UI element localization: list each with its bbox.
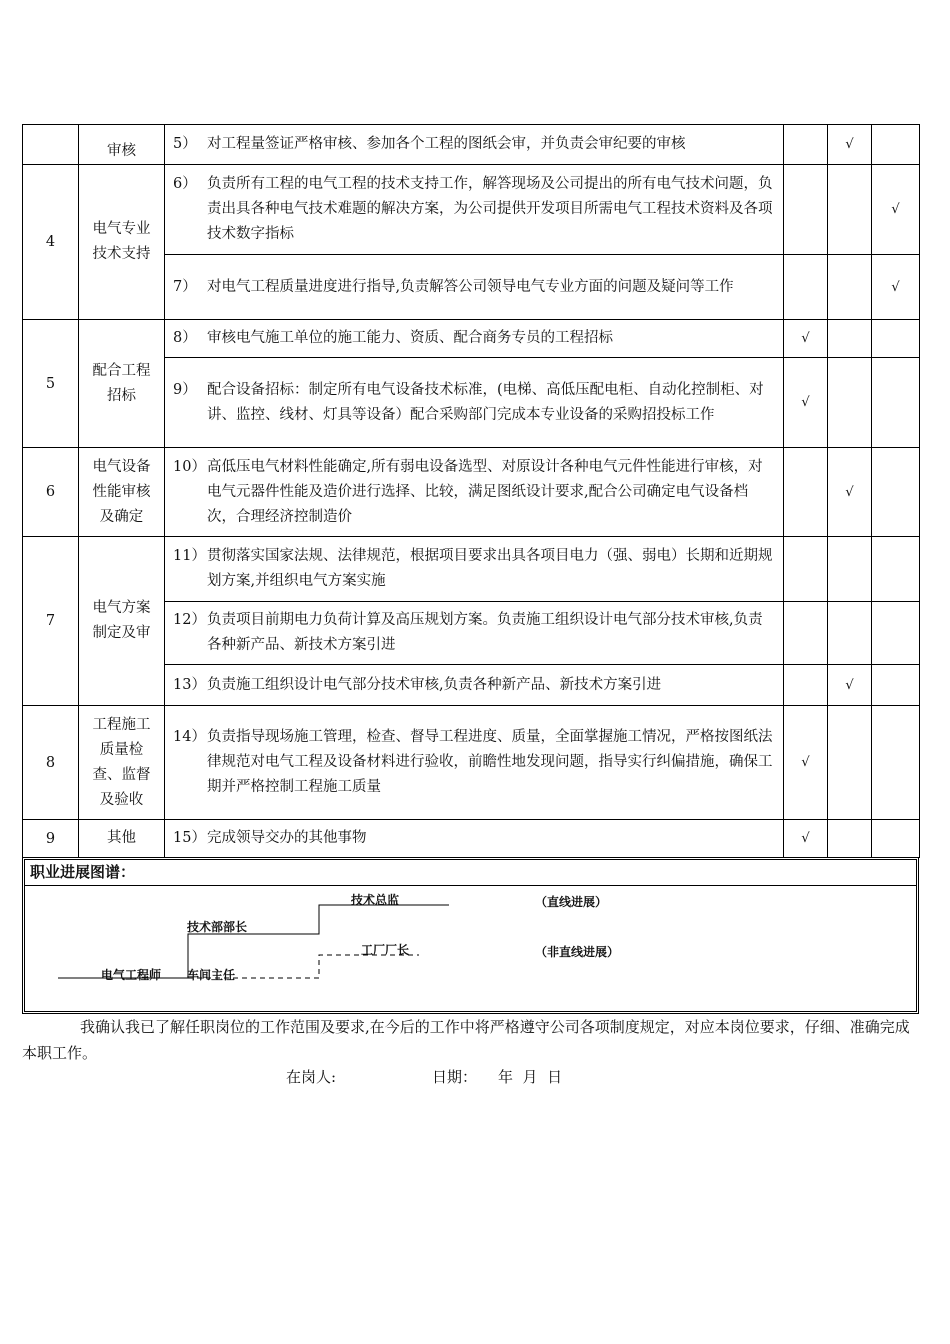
category-text: 工程施工质量检查、监督及验收 [92, 716, 151, 808]
task-number: 14） [173, 729, 206, 745]
task-number: 10） [173, 458, 206, 475]
category-cell [79, 448, 165, 537]
node-plant-manager: 工厂厂长 [361, 943, 410, 957]
table-row [23, 820, 920, 858]
task-number: 15） [173, 830, 206, 846]
item-number: 6 [23, 448, 79, 537]
legend-nonlinear: （非直线进展） [535, 945, 620, 959]
task-cell [165, 320, 784, 358]
check-cell [828, 602, 872, 665]
task-text: 负责项目前期电力负荷计算及高压规划方案。负责施工组织设计电气部分技术审核,负责各种新产品、新技术方案引进 [207, 612, 763, 653]
check-cell [828, 706, 872, 820]
table-row [23, 165, 920, 255]
check-cell [828, 320, 872, 358]
check-cell [784, 125, 828, 165]
task-number: 9） [173, 381, 197, 398]
item-number: 5 [23, 320, 79, 448]
item-number [23, 125, 79, 165]
check-cell [828, 358, 872, 448]
task-cell [165, 665, 784, 706]
check-cell [872, 820, 920, 858]
task-text: 贯彻落实国家法规、法律规范，根据项目要求出具各项目电力（强、弱电）长期和近期规划方案,并组织电气方案实施 [207, 548, 773, 589]
check-cell: √ [784, 706, 828, 820]
check-cell [784, 537, 828, 602]
date-units: 年 月 日 [498, 1068, 563, 1086]
category-text: 电气专业技术支持 [92, 221, 151, 262]
task-cell [165, 165, 784, 255]
duties-table [22, 124, 920, 858]
task-cell [165, 602, 784, 665]
category-text: 电气设备性能审核及确定 [92, 458, 151, 525]
task-number: 8） [173, 330, 197, 346]
task-text: 负责施工组织设计电气部分技术审核,负责各种新产品、新技术方案引进 [207, 676, 662, 693]
item-number: 7 [23, 537, 79, 706]
check-cell: √ [784, 358, 828, 448]
career-path-title: 职业进展图谱： [30, 863, 136, 881]
check-cell [784, 448, 828, 537]
task-number: 12） [173, 612, 206, 628]
task-cell [165, 537, 784, 602]
check-cell [872, 320, 920, 358]
table-row [23, 320, 920, 358]
check-cell [872, 706, 920, 820]
task-cell [165, 448, 784, 537]
check-cell [828, 537, 872, 602]
task-cell [165, 706, 784, 820]
legend-linear: （直线进展） [535, 895, 608, 909]
task-cell [165, 358, 784, 448]
task-text: 配合设备招标：制定所有电气设备技术标准，(电梯、高低压配电柜、自动化控制柜、对讲、监控、线材、灯具等设备）配合采购部门完成本专业设备的采购招投标工作 [207, 381, 764, 423]
category-cell [79, 537, 165, 706]
date-label: 日期： [432, 1068, 478, 1086]
check-cell [872, 358, 920, 448]
check-cell [872, 125, 920, 165]
task-text: 对工程量签证严格审核、参加各个工程的图纸会审，并负责会审纪要的审核 [207, 136, 686, 152]
table-row [23, 125, 920, 165]
check-cell: √ [784, 320, 828, 358]
check-cell [828, 165, 872, 255]
check-cell [784, 255, 828, 320]
task-number: 11） [173, 548, 206, 564]
category-cell: 审核 [79, 125, 165, 165]
check-cell [872, 602, 920, 665]
check-cell [784, 665, 828, 706]
task-cell [165, 255, 784, 320]
task-text: 审核电气施工单位的施工能力、资质、配合商务专员的工程招标 [207, 330, 613, 346]
task-text: 对电气工程质量进度进行指导,负责解答公司领导电气专业方面的问题及疑问等工作 [207, 278, 734, 295]
task-text: 完成领导交办的其他事物 [207, 830, 367, 846]
check-cell: √ [872, 165, 920, 255]
task-number: 7） [173, 278, 197, 295]
node-electrical-engineer: 电气工程师 [101, 968, 162, 982]
table-row [23, 706, 920, 820]
holder-label: 在岗人: [286, 1068, 337, 1086]
check-cell: √ [828, 665, 872, 706]
category-cell [79, 165, 165, 320]
check-cell: √ [828, 125, 872, 165]
node-technical-director: 技术总监 [351, 893, 400, 907]
check-cell: √ [872, 255, 920, 320]
task-number: 13） [173, 676, 206, 693]
check-cell [784, 165, 828, 255]
task-number: 5） [173, 136, 197, 152]
career-path-box [22, 857, 919, 1014]
category-cell [79, 706, 165, 820]
node-workshop-director: 车间主任 [187, 968, 236, 982]
check-cell [872, 448, 920, 537]
item-number: 4 [23, 165, 79, 320]
task-text: 负责指导现场施工管理，检查、督导工程进度、质量，全面掌握施工情况，严格按图纸法律规范对电气工程及设备材料进行验收，前瞻性地发现问题，指导实行纠偏措施，确保工期并严格控制工程施工质量 [207, 729, 773, 795]
task-cell [165, 820, 784, 858]
task-text: 负责所有工程的电气工程的技术支持工作，解答现场及公司提出的所有电气技术问题，负责出具各种电气技术难题的解决方案，为公司提供开发项目所需电气工程技术资料及各项技术数字指标 [207, 176, 773, 242]
task-number: 6） [173, 176, 197, 192]
node-tech-dept-head: 技术部部长 [187, 920, 248, 934]
item-number: 8 [23, 706, 79, 820]
check-cell [872, 537, 920, 602]
task-cell [165, 125, 784, 165]
category-cell: 其他 [79, 820, 165, 858]
check-cell [828, 820, 872, 858]
category-text: 电气方案制定及审 [92, 600, 151, 641]
category-cell [79, 320, 165, 448]
check-cell: √ [784, 820, 828, 858]
task-text: 高低压电气材料性能确定,所有弱电设备选型、对原设计各种电气元件性能进行审核，对电气元器件性能及造价进行选择、比较，满足图纸设计要求,配合公司确定电气设备档次，合理经济控制造价 [207, 458, 763, 525]
table-row [23, 448, 920, 537]
check-cell: √ [828, 448, 872, 537]
career-path-diagram [25, 860, 916, 1011]
check-cell [872, 665, 920, 706]
item-number: 9 [23, 820, 79, 858]
category-text: 配合工程招标 [92, 362, 151, 404]
confirmation-statement: 我确认我已了解任职岗位的工作范围及要求,在今后的工作中将严格遵守公司各项制度规定，对应本岗位要求，仔细、准确完成本职工作。 [22, 1018, 910, 1062]
table-row [23, 537, 920, 602]
check-cell [784, 602, 828, 665]
check-cell [828, 255, 872, 320]
